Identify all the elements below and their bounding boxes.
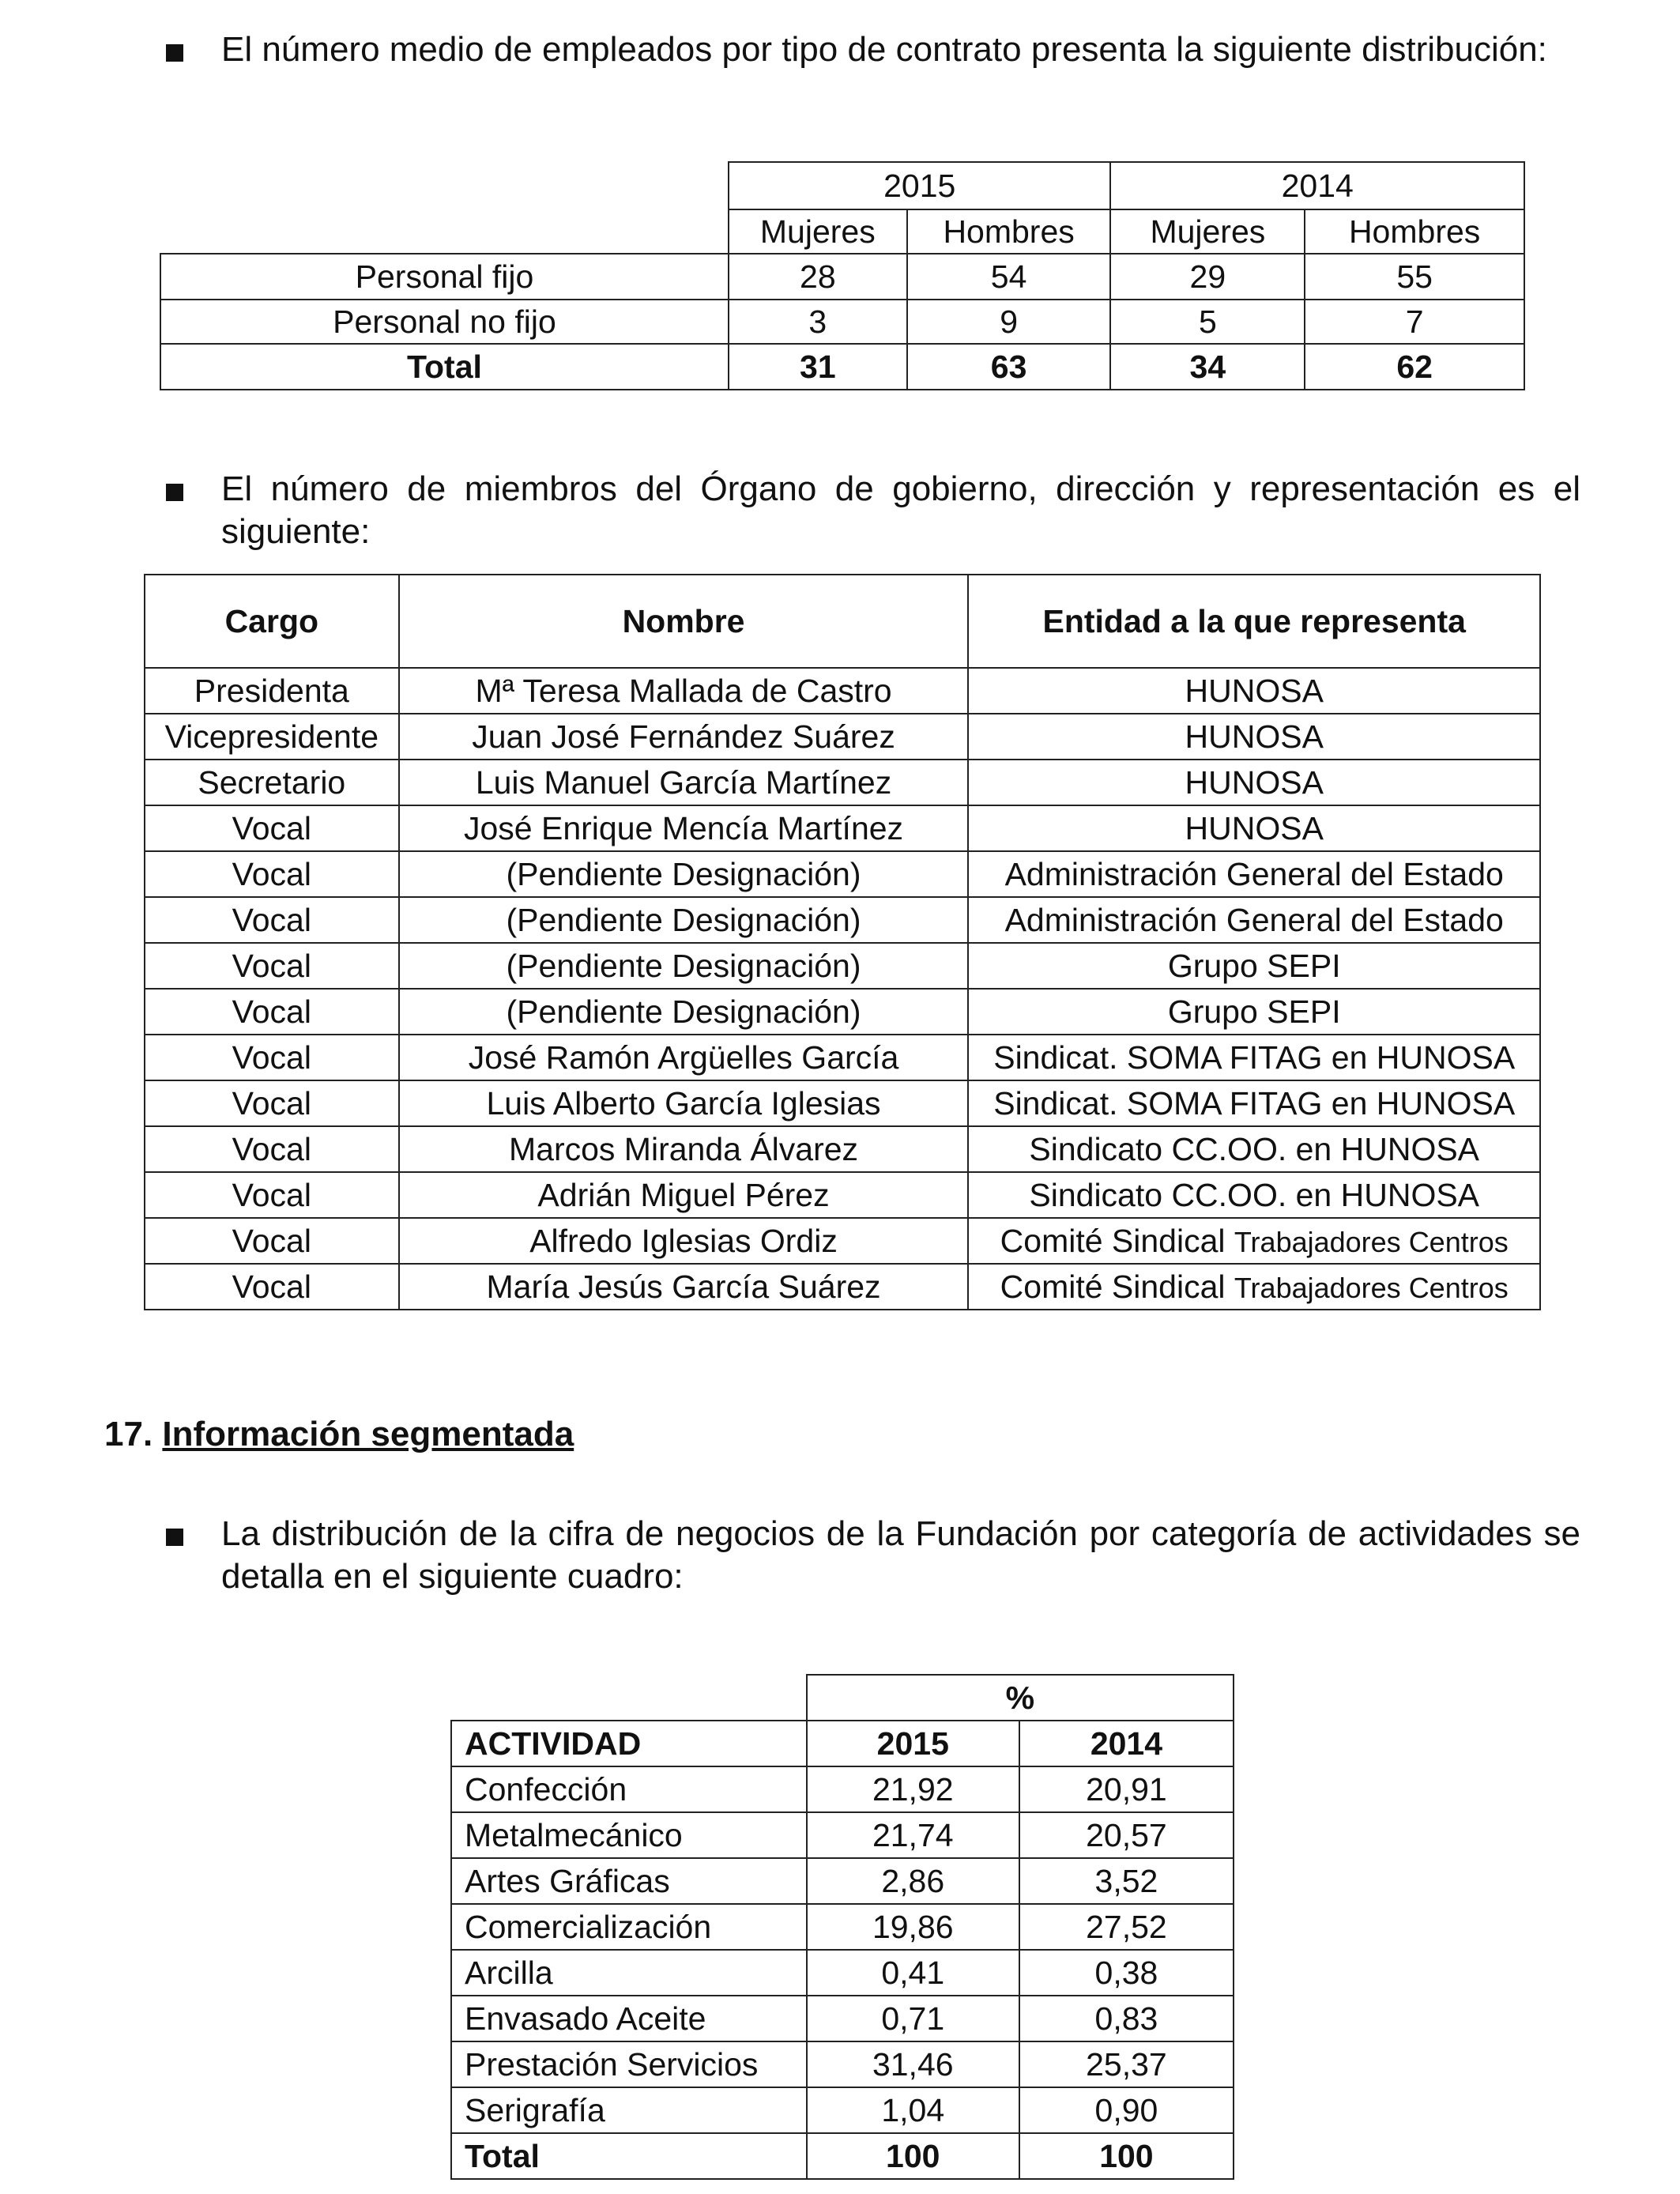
cargo-cell: Vocal: [145, 897, 399, 943]
entidad-text: Sindicato CC.OO. en HUNOSA: [1029, 1176, 1480, 1213]
nombre-cell: Juan José Fernández Suárez: [399, 714, 969, 760]
value-2015-cell: 2,86: [807, 1858, 1019, 1904]
cargo-cell: Vocal: [145, 1218, 399, 1264]
activities-table: [450, 1674, 1234, 2180]
actividad-cell: Comercialización: [451, 1904, 807, 1950]
nombre-cell: (Pendiente Designación): [399, 943, 969, 989]
cargo-cell: Vocal: [145, 1126, 399, 1172]
value-2014-cell: 20,91: [1019, 1766, 1234, 1812]
entidad-cell: [968, 943, 1540, 989]
table-cell: 28: [729, 254, 907, 300]
column-header: Mujeres: [1110, 209, 1305, 254]
table-row: [451, 2041, 1234, 2087]
nombre-cell: Adrián Miguel Pérez: [399, 1172, 969, 1218]
table-cell: 63: [907, 344, 1111, 390]
table-row: [451, 1904, 1234, 1950]
actividad-cell: Envasado Aceite: [451, 1996, 807, 2041]
entidad-cell: [968, 851, 1540, 897]
table-row: [451, 1950, 1234, 1996]
table-cell: 29: [1110, 254, 1305, 300]
value-2014-cell: 0,38: [1019, 1950, 1234, 1996]
section-title: Información segmentada: [162, 1415, 574, 1453]
value-2014-cell: 20,57: [1019, 1812, 1234, 1858]
entidad-cell: [968, 1035, 1540, 1080]
nombre-cell: José Enrique Mencía Martínez: [399, 805, 969, 851]
table-row: [451, 1766, 1234, 1812]
entidad-text: HUNOSA: [1185, 809, 1324, 846]
table-row: [145, 668, 1540, 714]
cargo-cell: Presidenta: [145, 668, 399, 714]
value-2015-cell: 100: [807, 2133, 1019, 2179]
row-label: Total: [160, 344, 729, 390]
entidad-text: Grupo SEPI: [1167, 947, 1341, 984]
table-row-total: [160, 344, 1524, 390]
entidad-extra-text: Trabajadores Centros: [1234, 1271, 1509, 1304]
empty-corner: [451, 1675, 807, 1721]
entidad-cell: [968, 714, 1540, 760]
table-row: [451, 2087, 1234, 2133]
paragraph-board: El número de miembros del Órgano de gobierno, dirección y representación es el siguiente:: [221, 469, 1580, 551]
column-header: Cargo: [145, 575, 399, 668]
value-2014-cell: 0,83: [1019, 1996, 1234, 2041]
cargo-cell: Vocal: [145, 1080, 399, 1126]
cargo-cell: Vocal: [145, 989, 399, 1035]
employees-table: [160, 161, 1525, 390]
cargo-cell: Vocal: [145, 943, 399, 989]
table-row: [145, 1080, 1540, 1126]
table-row: [451, 1996, 1234, 2041]
value-2014-cell: 100: [1019, 2133, 1234, 2179]
entidad-text: Sindicat. SOMA FITAG en HUNOSA: [993, 1084, 1516, 1122]
value-2015-cell: 0,71: [807, 1996, 1019, 2041]
cargo-cell: Vocal: [145, 851, 399, 897]
table-cell: 62: [1305, 344, 1524, 390]
table-cell: 31: [729, 344, 907, 390]
entidad-text: HUNOSA: [1185, 763, 1324, 801]
cargo-cell: Secretario: [145, 760, 399, 805]
actividad-cell: Serigrafía: [451, 2087, 807, 2133]
nombre-cell: (Pendiente Designación): [399, 851, 969, 897]
cargo-cell: Vocal: [145, 805, 399, 851]
entidad-cell: [968, 1218, 1540, 1264]
entidad-text: Sindicat. SOMA FITAG en HUNOSA: [993, 1039, 1516, 1076]
year-header: 2015: [729, 162, 1111, 209]
actividad-cell: Metalmecánico: [451, 1812, 807, 1858]
nombre-cell: José Ramón Argüelles García: [399, 1035, 969, 1080]
board-table: [144, 574, 1541, 1310]
nombre-cell: Alfredo Iglesias Ordiz: [399, 1218, 969, 1264]
value-2015-cell: 19,86: [807, 1904, 1019, 1950]
column-header: ACTIVIDAD: [451, 1721, 807, 1766]
value-2015-cell: 0,41: [807, 1950, 1019, 1996]
bullet-icon: [166, 1529, 183, 1546]
table-row-total: [451, 2133, 1234, 2179]
entidad-text: Administración General del Estado: [1004, 855, 1504, 892]
entidad-text: Comité Sindical: [1000, 1268, 1226, 1305]
table-cell: 55: [1305, 254, 1524, 300]
column-header: Entidad a la que representa: [968, 575, 1540, 668]
actividad-cell: Prestación Servicios: [451, 2041, 807, 2087]
entidad-cell: [968, 1172, 1540, 1218]
entidad-text: Sindicato CC.OO. en HUNOSA: [1029, 1130, 1480, 1167]
table-row: [145, 1172, 1540, 1218]
cargo-cell: Vocal: [145, 1035, 399, 1080]
entidad-cell: [968, 668, 1540, 714]
percent-header: %: [807, 1675, 1234, 1721]
entidad-cell: [968, 1126, 1540, 1172]
entidad-text: HUNOSA: [1185, 672, 1324, 709]
column-header: Mujeres: [729, 209, 907, 254]
table-row: [145, 1264, 1540, 1310]
cargo-cell: Vicepresidente: [145, 714, 399, 760]
bullet-icon: [166, 44, 183, 62]
entidad-text: Grupo SEPI: [1167, 993, 1341, 1030]
entidad-cell: [968, 1080, 1540, 1126]
entidad-cell: [968, 989, 1540, 1035]
entidad-text: Administración General del Estado: [1004, 901, 1504, 938]
paragraph-employees: El número medio de empleados por tipo de contrato presenta la siguiente distribución:: [221, 30, 1547, 69]
nombre-cell: Mª Teresa Mallada de Castro: [399, 668, 969, 714]
column-header: 2014: [1019, 1721, 1234, 1766]
entidad-text: HUNOSA: [1185, 718, 1324, 755]
value-2015-cell: 1,04: [807, 2087, 1019, 2133]
value-2015-cell: 31,46: [807, 2041, 1019, 2087]
table-row: [160, 300, 1524, 344]
empty-corner: [160, 162, 729, 209]
column-header: Nombre: [399, 575, 969, 668]
table-row: [145, 805, 1540, 851]
entidad-text: Comité Sindical: [1000, 1222, 1226, 1259]
table-row: [145, 760, 1540, 805]
table-cell: 5: [1110, 300, 1305, 344]
actividad-cell: Total: [451, 2133, 807, 2179]
cargo-cell: Vocal: [145, 1172, 399, 1218]
table-cell: 7: [1305, 300, 1524, 344]
row-label: Personal fijo: [160, 254, 729, 300]
value-2014-cell: 3,52: [1019, 1858, 1234, 1904]
actividad-cell: Confección: [451, 1766, 807, 1812]
table-row: [145, 851, 1540, 897]
table-row: [451, 1812, 1234, 1858]
table-row: [145, 1035, 1540, 1080]
table-row: [451, 1858, 1234, 1904]
column-header: 2015: [807, 1721, 1019, 1766]
value-2014-cell: 27,52: [1019, 1904, 1234, 1950]
value-2014-cell: 25,37: [1019, 2041, 1234, 2087]
value-2014-cell: 0,90: [1019, 2087, 1234, 2133]
actividad-cell: Artes Gráficas: [451, 1858, 807, 1904]
entidad-cell: [968, 897, 1540, 943]
bullet-icon: [166, 484, 183, 501]
table-row: [145, 1218, 1540, 1264]
nombre-cell: (Pendiente Designación): [399, 989, 969, 1035]
paragraph-activities: La distribución de la cifra de negocios de la Fundación por categoría de actividades se detalla en el siguiente cuadro:: [221, 1514, 1580, 1596]
nombre-cell: Marcos Miranda Álvarez: [399, 1126, 969, 1172]
entidad-cell: [968, 760, 1540, 805]
nombre-cell: (Pendiente Designación): [399, 897, 969, 943]
row-label: Personal no fijo: [160, 300, 729, 344]
table-cell: 34: [1110, 344, 1305, 390]
table-cell: 54: [907, 254, 1111, 300]
table-row: [160, 254, 1524, 300]
nombre-cell: María Jesús García Suárez: [399, 1264, 969, 1310]
table-row: [145, 989, 1540, 1035]
table-cell: 3: [729, 300, 907, 344]
entidad-cell: [968, 805, 1540, 851]
entidad-cell: [968, 1264, 1540, 1310]
cargo-cell: Vocal: [145, 1264, 399, 1310]
actividad-cell: Arcilla: [451, 1950, 807, 1996]
table-row: [145, 1126, 1540, 1172]
table-row: [145, 943, 1540, 989]
column-header: Hombres: [1305, 209, 1524, 254]
value-2015-cell: 21,74: [807, 1812, 1019, 1858]
entidad-extra-text: Trabajadores Centros: [1234, 1225, 1509, 1258]
year-header: 2014: [1110, 162, 1524, 209]
section-number: 17.: [104, 1415, 153, 1453]
nombre-cell: Luis Manuel García Martínez: [399, 760, 969, 805]
table-cell: 9: [907, 300, 1111, 344]
section-heading: [104, 1413, 574, 1456]
empty-corner: [160, 209, 729, 254]
nombre-cell: Luis Alberto García Iglesias: [399, 1080, 969, 1126]
column-header: Hombres: [907, 209, 1111, 254]
value-2015-cell: 21,92: [807, 1766, 1019, 1812]
table-row: [145, 714, 1540, 760]
table-row: [145, 897, 1540, 943]
